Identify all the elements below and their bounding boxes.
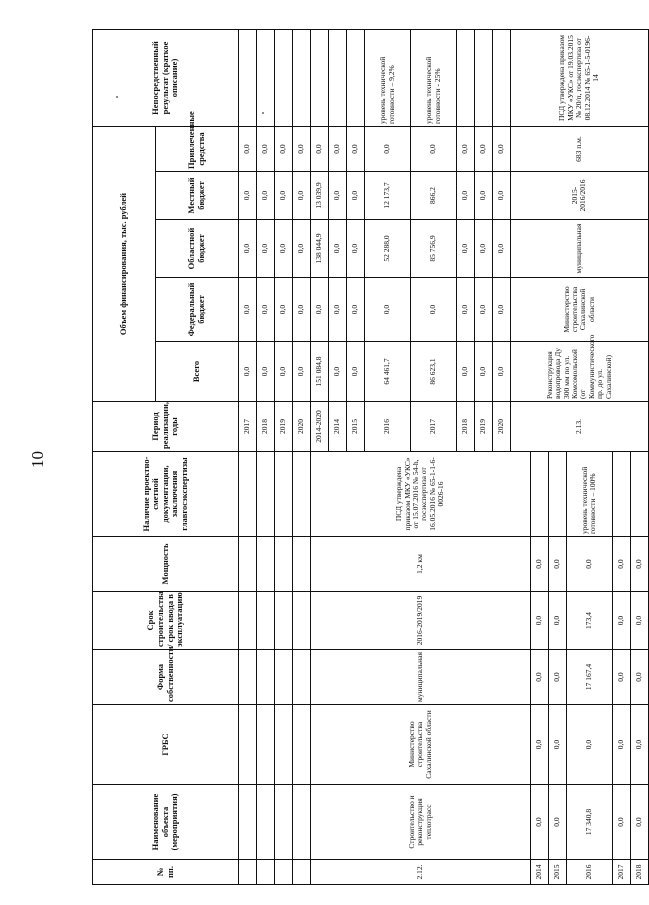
item-term: 2015-2016/2016 <box>511 172 649 220</box>
header-attracted: Привлеченные средства <box>156 127 239 172</box>
local-value: 0,0 <box>239 172 257 220</box>
federal-value: 0,0 <box>365 278 411 342</box>
local-value: 12 173,7 <box>365 172 411 220</box>
local-value: 0,0 <box>275 172 293 220</box>
attracted-value: 0,0 <box>548 537 566 592</box>
total-value: 0,0 <box>275 342 293 402</box>
period-cell: 2019 <box>475 402 493 452</box>
local-value: 13 039,9 <box>311 172 329 220</box>
header-period: Период реализации, годы <box>93 402 239 452</box>
local-value: 0,0 <box>457 172 475 220</box>
empty-cell <box>293 452 311 537</box>
federal-value: 0,0 <box>457 278 475 342</box>
local-value: 0,0 <box>630 592 648 650</box>
empty-cell <box>275 785 293 860</box>
header-local: Местный бюджет <box>156 172 239 220</box>
local-value: 0,0 <box>548 592 566 650</box>
financing-table <box>92 29 649 885</box>
result-text <box>347 30 365 127</box>
period-cell: 2020 <box>293 402 311 452</box>
header-result: Непосредственный результат (краткое описание) <box>93 30 239 127</box>
total-value: 17 340,8 <box>566 785 612 860</box>
period-cell: 2016 <box>566 860 612 885</box>
empty-cell <box>239 592 257 650</box>
item-name: Строительство и реконструкция теплотрасс <box>311 785 531 860</box>
total-value: 0,0 <box>612 785 630 860</box>
result-text <box>257 30 275 127</box>
regional-value: 0,0 <box>329 220 347 278</box>
attracted-value: 0,0 <box>457 127 475 172</box>
attracted-value: 0,0 <box>347 127 365 172</box>
result-text <box>457 30 475 127</box>
header-name: Наименование объекта (мероприятия) <box>93 785 239 860</box>
item-psd: ПСД утверждена приказом МКУ «УКС» от 15.07.2016 № 54-h, госэкспертиза от 16.05.2016 № 65-1-1-6-0026-16 <box>311 452 531 537</box>
header-power: Мощность <box>93 537 239 592</box>
attracted-value: 0,0 <box>475 127 493 172</box>
attracted-value: 0,0 <box>311 127 329 172</box>
header-regional: Областной бюджет <box>156 220 239 278</box>
empty-cell <box>257 785 275 860</box>
item-grbs: Министерство строительства Сахалинской области <box>511 278 649 342</box>
attracted-value: 0,0 <box>493 127 511 172</box>
empty-cell <box>293 785 311 860</box>
header-total: Всего <box>156 342 239 402</box>
result-text <box>548 452 566 537</box>
table-row <box>293 30 311 885</box>
regional-value: 52 288,0 <box>365 220 411 278</box>
empty-cell <box>275 452 293 537</box>
period-cell: 2019 <box>275 402 293 452</box>
empty-cell <box>275 592 293 650</box>
period-cell: 2017 <box>612 860 630 885</box>
empty-cell <box>257 650 275 705</box>
empty-cell <box>293 650 311 705</box>
attracted-value: 0,0 <box>411 127 457 172</box>
result-text: уровень технической готовности - 25% <box>411 30 457 127</box>
item-grbs: Министерство строительства Сахалинской области <box>311 705 531 785</box>
federal-value: 0,0 <box>530 705 548 785</box>
total-value: 0,0 <box>548 785 566 860</box>
period-cell: 2014-2020 <box>311 402 329 452</box>
item-power: 683 п.м. <box>511 127 649 172</box>
total-value: 0,0 <box>329 342 347 402</box>
empty-cell <box>239 452 257 537</box>
federal-value: 0,0 <box>347 278 365 342</box>
total-value: 0,0 <box>475 342 493 402</box>
empty-cell <box>239 537 257 592</box>
result-text <box>329 30 347 127</box>
total-value: 0,0 <box>457 342 475 402</box>
regional-value: 0,0 <box>257 220 275 278</box>
result-text: уровень технической готовности – 9,2% <box>365 30 411 127</box>
period-cell: 2020 <box>493 402 511 452</box>
federal-value: 0,0 <box>293 278 311 342</box>
local-value: 0,0 <box>329 172 347 220</box>
total-value: 0,0 <box>630 785 648 860</box>
period-cell: 2016 <box>365 402 411 452</box>
rotated-table-container <box>92 30 644 885</box>
empty-cell <box>257 452 275 537</box>
period-cell: 2018 <box>630 860 648 885</box>
item-num: 2.12. <box>311 860 531 885</box>
result-text <box>493 30 511 127</box>
empty-cell <box>275 650 293 705</box>
total-value: 0,0 <box>493 342 511 402</box>
result-text <box>311 30 329 127</box>
local-value: 0,0 <box>612 592 630 650</box>
local-value: 0,0 <box>347 172 365 220</box>
attracted-value: 0,0 <box>329 127 347 172</box>
empty-cell <box>275 860 293 885</box>
result-text <box>530 452 548 537</box>
federal-value: 0,0 <box>411 278 457 342</box>
regional-value: 0,0 <box>347 220 365 278</box>
table-body <box>239 30 649 885</box>
empty-cell <box>239 705 257 785</box>
period-cell: 2014 <box>530 860 548 885</box>
attracted-value: 0,0 <box>293 127 311 172</box>
table-row <box>239 30 257 885</box>
federal-value: 0,0 <box>275 278 293 342</box>
header-funding: Объем финансирования, тыс. рублей <box>93 127 156 402</box>
total-value: 0,0 <box>530 785 548 860</box>
result-text <box>630 452 648 537</box>
federal-value: 0,0 <box>548 705 566 785</box>
empty-cell <box>257 592 275 650</box>
regional-value: 0,0 <box>630 650 648 705</box>
federal-value: 0,0 <box>493 278 511 342</box>
local-value: 0,0 <box>493 172 511 220</box>
period-cell: 2014 <box>329 402 347 452</box>
federal-value: 0,0 <box>239 278 257 342</box>
attracted-value: 0,0 <box>275 127 293 172</box>
total-value: 0,0 <box>293 342 311 402</box>
local-value: 173,4 <box>566 592 612 650</box>
local-value: 0,0 <box>257 172 275 220</box>
result-text <box>612 452 630 537</box>
regional-value: 0,0 <box>475 220 493 278</box>
table-row <box>311 30 329 885</box>
local-value: 866,2 <box>411 172 457 220</box>
header-term: Срок строительства / срок ввода в эксплуатацию <box>93 592 239 650</box>
header-grbs: ГРБС <box>93 705 239 785</box>
attracted-value: 0,0 <box>612 537 630 592</box>
local-value: 0,0 <box>530 592 548 650</box>
regional-value: 0,0 <box>493 220 511 278</box>
item-power: 1,2 км <box>311 537 531 592</box>
regional-value: 17 167,4 <box>566 650 612 705</box>
empty-cell <box>239 785 257 860</box>
total-value: 0,0 <box>347 342 365 402</box>
empty-cell <box>239 860 257 885</box>
item-ownership: муниципальная <box>511 220 649 278</box>
period-cell: 2018 <box>257 402 275 452</box>
result-text <box>475 30 493 127</box>
regional-value: 0,0 <box>530 650 548 705</box>
regional-value: 0,0 <box>275 220 293 278</box>
result-text <box>275 30 293 127</box>
result-text: уровень технической готовности – 100% <box>566 452 612 537</box>
empty-cell <box>257 705 275 785</box>
table-row <box>275 30 293 885</box>
regional-value: 0,0 <box>293 220 311 278</box>
regional-value: 138 044,9 <box>311 220 329 278</box>
item-psd: ПСД утверждена приказом МКУ «УКС» от 19.03.2015 № 20/п, госэкспертиза от 08.12.2014 № 65-1-5-0196-14 <box>511 30 649 127</box>
empty-cell <box>293 592 311 650</box>
header-federal: Федеральный бюджет <box>156 278 239 342</box>
local-value: 0,0 <box>293 172 311 220</box>
empty-cell <box>275 537 293 592</box>
item-ownership: муниципальная <box>311 650 531 705</box>
period-cell: 2017 <box>411 402 457 452</box>
local-value: 0,0 <box>475 172 493 220</box>
total-value: 64 461,7 <box>365 342 411 402</box>
federal-value: 0,0 <box>612 705 630 785</box>
item-name: Реконструкция водопровода Ду 300 мм по ул. Комсомольской (от Коммунистического пр. до ул. Сахалинской) <box>511 342 649 402</box>
empty-cell <box>293 705 311 785</box>
empty-cell <box>239 650 257 705</box>
period-cell: 2018 <box>457 402 475 452</box>
federal-value: 0,0 <box>566 705 612 785</box>
result-text <box>239 30 257 127</box>
total-value: 0,0 <box>257 342 275 402</box>
period-cell: 2015 <box>347 402 365 452</box>
total-value: 151 084,8 <box>311 342 329 402</box>
regional-value: 0,0 <box>457 220 475 278</box>
table-row <box>257 30 275 885</box>
attracted-value: 0,0 <box>257 127 275 172</box>
federal-value: 0,0 <box>329 278 347 342</box>
attracted-value: 0,0 <box>239 127 257 172</box>
empty-cell <box>293 860 311 885</box>
period-cell: 2015 <box>548 860 566 885</box>
regional-value: 0,0 <box>612 650 630 705</box>
empty-cell <box>293 537 311 592</box>
item-num: 2.13. <box>511 402 649 452</box>
federal-value: 0,0 <box>257 278 275 342</box>
federal-value: 0,0 <box>475 278 493 342</box>
page-number: 10 <box>28 451 47 468</box>
attracted-value: 0,0 <box>566 537 612 592</box>
attracted-value: 0,0 <box>530 537 548 592</box>
federal-value: 0,0 <box>311 278 329 342</box>
regional-value: 0,0 <box>548 650 566 705</box>
header-num: № пп. <box>93 860 239 885</box>
total-value: 86 623,1 <box>411 342 457 402</box>
attracted-value: 0,0 <box>365 127 411 172</box>
period-cell: 2017 <box>239 402 257 452</box>
item-term: 2016-2019/2019 <box>311 592 531 650</box>
regional-value: 85 756,9 <box>411 220 457 278</box>
regional-value: 0,0 <box>239 220 257 278</box>
empty-cell <box>257 860 275 885</box>
empty-cell <box>275 705 293 785</box>
header-psd: Наличие проектно-сметной документации, заключения главгосэкспертизы <box>93 452 239 537</box>
empty-cell <box>257 537 275 592</box>
total-value: 0,0 <box>239 342 257 402</box>
attracted-value: 0,0 <box>630 537 648 592</box>
result-text <box>293 30 311 127</box>
federal-value: 0,0 <box>630 705 648 785</box>
header-ownership: Форма собственности <box>93 650 239 705</box>
